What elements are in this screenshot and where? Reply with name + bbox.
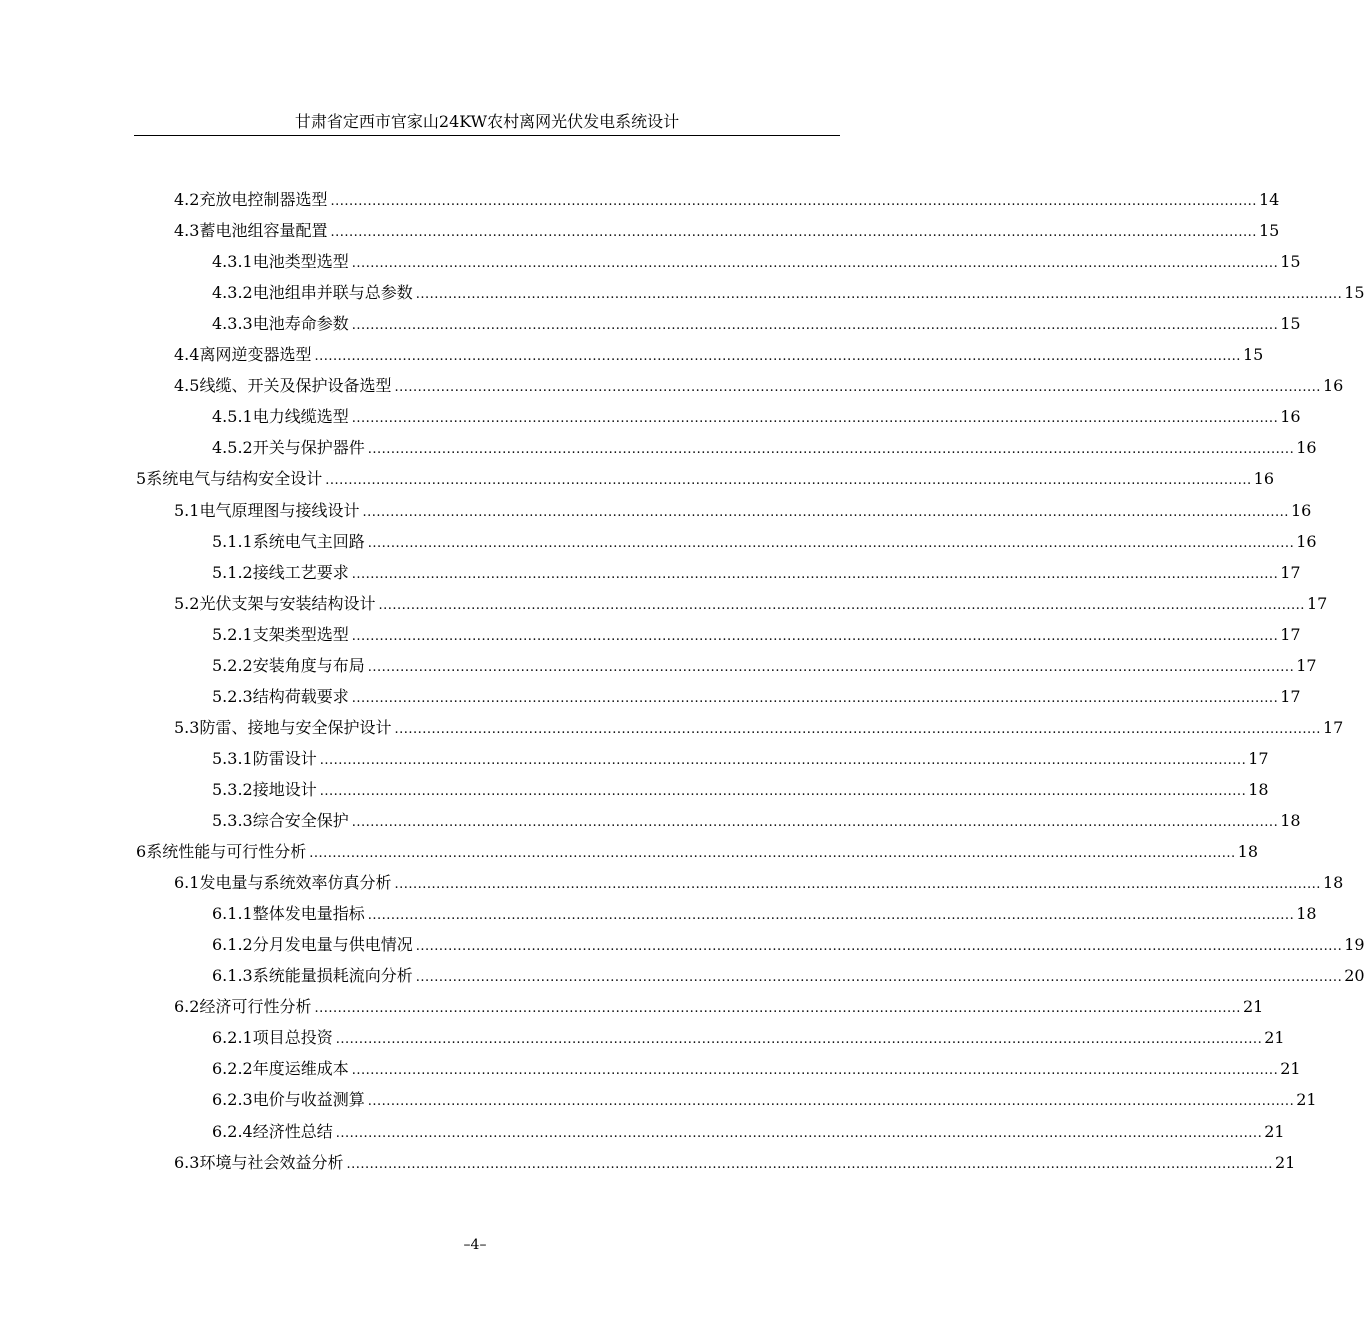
toc-entry[interactable]: [212, 805, 1301, 836]
toc-entry-number: 6.2.1: [212, 1028, 253, 1048]
toc-entry[interactable]: [174, 215, 1280, 246]
toc-entry-page: 15: [1344, 283, 1365, 303]
toc-leader-dots: ........................................................................................................................................................................................................: [330, 194, 1257, 209]
toc-leader-dots: ........................................................................................................................................................................................................: [314, 1001, 1241, 1017]
toc-leader-dots: ........................................................................................................................................................................................................: [367, 442, 1295, 458]
toc-entry-page: 17: [1280, 686, 1301, 706]
toc-entry-page: 16: [1322, 376, 1344, 396]
toc-leader-dots: ........................................................................................................................................................................................................: [319, 752, 1247, 768]
toc-entry-number: 6.2.4: [212, 1121, 253, 1141]
toc-entry-number: 6.2.3: [212, 1090, 253, 1110]
toc-entry-title: 分月发电量与供电情况: [252, 935, 413, 955]
toc-entry-page: 17: [1280, 624, 1301, 644]
toc-leader-dots: ........................................................................................................................................................................................................: [351, 690, 1279, 706]
toc-leader-dots: ........................................................................................................................................................................................................: [351, 1063, 1279, 1079]
toc-entry-number: 5.2.2: [212, 655, 253, 675]
toc-entry[interactable]: [174, 184, 1280, 215]
toc-entry-page: 16: [1296, 438, 1317, 458]
toc-entry-page: 15: [1258, 221, 1280, 241]
toc-entry-page: 17: [1306, 593, 1328, 613]
toc-entry-page: 21: [1264, 1028, 1285, 1048]
toc-entry-page: 15: [1280, 314, 1301, 334]
toc-leader-dots: ........................................................................................................................................................................................................: [346, 1156, 1273, 1172]
toc-entry[interactable]: [174, 991, 1264, 1022]
toc-entry-title: 发电量与系统效率仿真分析: [199, 873, 392, 893]
toc-entry[interactable]: [212, 1084, 1317, 1115]
toc-entry-title: 经济性总结: [252, 1121, 333, 1141]
toc-entry-page: 20: [1344, 966, 1365, 986]
toc-entry[interactable]: [174, 588, 1328, 619]
toc-entry-title: 系统能量损耗流向分析: [252, 966, 413, 986]
toc-entry-title: 线缆、开关及保护设备选型: [199, 376, 392, 396]
toc-entry-page: 21: [1296, 1090, 1317, 1110]
toc-entry-page: 21: [1264, 1121, 1285, 1141]
toc-entry-number: 4.5.1: [212, 407, 253, 427]
toc-entry-number: 5.2: [174, 593, 200, 613]
toc-entry-title: 电力线缆选型: [252, 407, 349, 427]
toc-leader-dots: ........................................................................................................................................................................................................: [394, 877, 1321, 893]
toc-entry[interactable]: [212, 960, 1365, 991]
toc-leader-dots: ........................................................................................................................................................................................................: [367, 535, 1295, 551]
toc-entry-page: 18: [1322, 873, 1344, 893]
toc-entry[interactable]: [212, 246, 1301, 277]
toc-entry[interactable]: [212, 743, 1269, 774]
toc-entry-number: 4.3.3: [212, 314, 253, 334]
toc-entry-number: 5.3.1: [212, 748, 253, 768]
toc-entry-title: 年度运维成本: [252, 1059, 349, 1079]
toc-leader-dots: ........................................................................................................................................................................................................: [335, 1032, 1263, 1048]
toc-leader-dots: ........................................................................................................................................................................................................: [378, 597, 1305, 613]
toc-leader-dots: ........................................................................................................................................................................................................: [394, 721, 1321, 737]
toc-entry-number: 6: [136, 842, 147, 862]
toc-entry[interactable]: [212, 929, 1365, 960]
toc-leader-dots: ........................................................................................................................................................................................................: [367, 908, 1295, 924]
toc-entry-title: 整体发电量指标: [252, 904, 365, 924]
toc-entry-page: 16: [1280, 407, 1301, 427]
toc-entry-title: 系统电气主回路: [252, 531, 365, 551]
toc-entry-number: 6.2: [174, 997, 200, 1017]
toc-leader-dots: ........................................................................................................................................................................................................: [314, 349, 1241, 365]
toc-leader-dots: ........................................................................................................................................................................................................: [351, 815, 1279, 830]
toc-entry-number: 4.3.2: [212, 283, 253, 303]
toc-entry-number: 5: [136, 469, 147, 489]
toc-entry-page: 17: [1322, 717, 1344, 737]
page-header-title: 甘肃省定西市官家山24KW农村离网光伏发电系统设计: [294, 112, 680, 131]
toc-entry-title: 接地设计: [252, 779, 317, 799]
toc-leader-dots: ........................................................................................................................................................................................................: [309, 846, 1236, 862]
toc-leader-dots: ........................................................................................................................................................................................................: [351, 566, 1279, 582]
toc-entry-page: 15: [1242, 345, 1264, 365]
toc-entry-number: 4.3: [174, 221, 200, 241]
toc-entry[interactable]: [212, 619, 1301, 650]
toc-leader-dots: ........................................................................................................................................................................................................: [335, 1125, 1263, 1141]
toc-entry-page: 17: [1280, 562, 1301, 582]
toc-entry-page: 19: [1344, 935, 1365, 955]
toc-entry-page: 21: [1280, 1059, 1301, 1079]
toc-leader-dots: ........................................................................................................................................................................................................: [394, 380, 1321, 396]
toc-entry-number: 6.2.2: [212, 1059, 253, 1079]
toc-entry[interactable]: [212, 774, 1269, 805]
toc-entry-number: 5.3.3: [212, 811, 253, 830]
toc-entry[interactable]: [136, 836, 1259, 867]
toc-entry-number: 4.3.1: [212, 252, 253, 272]
toc-entry[interactable]: [136, 463, 1275, 494]
toc-entry[interactable]: [212, 1053, 1301, 1084]
toc-entry-title: 电池寿命参数: [252, 314, 349, 334]
toc-entry-page: 21: [1274, 1152, 1296, 1172]
toc-entry-page: 17: [1248, 748, 1269, 768]
toc-entry[interactable]: [212, 898, 1317, 929]
toc-leader-dots: ........................................................................................................................................................................................................: [351, 628, 1279, 644]
toc-entry-number: 6.1.1: [212, 904, 253, 924]
toc-leader-dots: ........................................................................................................................................................................................................: [319, 783, 1247, 799]
toc-entry-title: 电池类型选型: [252, 252, 349, 272]
toc-entry[interactable]: [174, 495, 1312, 526]
toc-entry-page: 15: [1280, 252, 1301, 272]
toc-entry-number: 5.1.1: [212, 531, 253, 551]
toc-entry-title: 电气原理图与接线设计: [199, 500, 360, 520]
toc-entry-number: 5.1.2: [212, 562, 253, 582]
toc-entry-title: 防雷设计: [252, 748, 317, 768]
toc-entry[interactable]: [212, 432, 1317, 463]
toc-entry[interactable]: [212, 681, 1301, 712]
toc-entry[interactable]: [212, 277, 1365, 308]
toc-leader-dots: ........................................................................................................................................................................................................: [367, 659, 1295, 675]
toc-leader-dots: ........................................................................................................................................................................................................: [362, 504, 1289, 520]
toc-entry[interactable]: [212, 650, 1317, 681]
toc-entry-title: 离网逆变器选型: [199, 345, 312, 365]
toc-entry-title: 电池组串并联与总参数: [252, 283, 413, 303]
toc-entry-number: 5.2.3: [212, 686, 253, 706]
toc-entry-title: 蓄电池组容量配置: [199, 221, 328, 241]
toc-entry-title: 防雷、接地与安全保护设计: [199, 717, 392, 737]
toc-entry-page: 18: [1248, 779, 1269, 799]
toc-entry-title: 支架类型选型: [252, 624, 349, 644]
toc-entry-title: 结构荷载要求: [252, 686, 349, 706]
toc-entry-title: 系统性能与可行性分析: [146, 842, 307, 862]
toc-entry-number: 5.3.2: [212, 779, 253, 799]
toc-entry-title: 电价与收益测算: [252, 1090, 365, 1110]
toc-entry-number: 6.1.2: [212, 935, 253, 955]
toc-entry-page: 18: [1296, 904, 1317, 924]
toc-leader-dots: ........................................................................................................................................................................................................: [330, 225, 1257, 241]
toc-entry-page: 16: [1290, 500, 1312, 520]
toc-entry-title: 充放电控制器选型: [199, 190, 328, 209]
toc-entry-page: 17: [1296, 655, 1317, 675]
toc-leader-dots: ........................................................................................................................................................................................................: [325, 473, 1252, 489]
toc-entry-title: 开关与保护器件: [252, 438, 365, 458]
toc-leader-dots: ........................................................................................................................................................................................................: [351, 256, 1279, 272]
header-divider: [134, 135, 840, 136]
page-number-footer: –4–: [463, 1237, 487, 1253]
toc-entry-page: 18: [1237, 842, 1259, 862]
toc-entry-number: 4.4: [174, 345, 200, 365]
toc-entry-title: 光伏支架与安装结构设计: [199, 593, 376, 613]
toc-leader-dots: ........................................................................................................................................................................................................: [415, 287, 1343, 303]
toc-entry-page: 21: [1242, 997, 1264, 1017]
toc-entry[interactable]: [212, 1022, 1285, 1053]
toc-entry-title: 接线工艺要求: [252, 562, 349, 582]
toc-entry-number: 5.3: [174, 717, 200, 737]
toc-entry[interactable]: [212, 557, 1301, 588]
toc-entry-number: 5.2.1: [212, 624, 253, 644]
toc-entry-page: 16: [1296, 531, 1317, 551]
toc-entry[interactable]: [174, 370, 1344, 401]
toc-entry[interactable]: [174, 712, 1344, 743]
toc-entry[interactable]: [212, 526, 1317, 557]
toc-entry-number: 4.5: [174, 376, 200, 396]
toc-leader-dots: ........................................................................................................................................................................................................: [351, 318, 1279, 334]
toc-leader-dots: ........................................................................................................................................................................................................: [415, 970, 1343, 986]
toc-entry-number: 6.1: [174, 873, 200, 893]
toc-leader-dots: ........................................................................................................................................................................................................: [351, 411, 1279, 427]
toc-leader-dots: ........................................................................................................................................................................................................: [367, 1094, 1295, 1110]
toc-entry-number: 6.1.3: [212, 966, 253, 986]
toc-entry-title: 安装角度与布局: [252, 655, 365, 675]
toc-entry[interactable]: [212, 308, 1301, 339]
toc-entry-title: 系统电气与结构安全设计: [146, 469, 323, 489]
toc-entry[interactable]: [212, 1116, 1285, 1147]
toc-entry-number: 4.5.2: [212, 438, 253, 458]
toc-leader-dots: ........................................................................................................................................................................................................: [415, 939, 1343, 955]
toc-entry[interactable]: [212, 401, 1301, 432]
toc-entry-number: 6.3: [174, 1152, 200, 1172]
toc-entry-title: 综合安全保护: [252, 811, 349, 830]
toc-entry-title: 环境与社会效益分析: [199, 1152, 344, 1172]
toc-entry[interactable]: [174, 339, 1264, 370]
toc-entry-title: 经济可行性分析: [199, 997, 312, 1017]
toc-entry[interactable]: [174, 1147, 1296, 1178]
toc-entry-number: 4.2: [174, 190, 200, 209]
toc-entry-number: 5.1: [174, 500, 200, 520]
toc-entry[interactable]: [174, 867, 1344, 898]
toc-entry-page: 16: [1253, 469, 1275, 489]
toc-entry-page: 18: [1280, 811, 1301, 830]
toc-entry-title: 项目总投资: [252, 1028, 333, 1048]
toc-entry-page: 14: [1258, 190, 1280, 209]
